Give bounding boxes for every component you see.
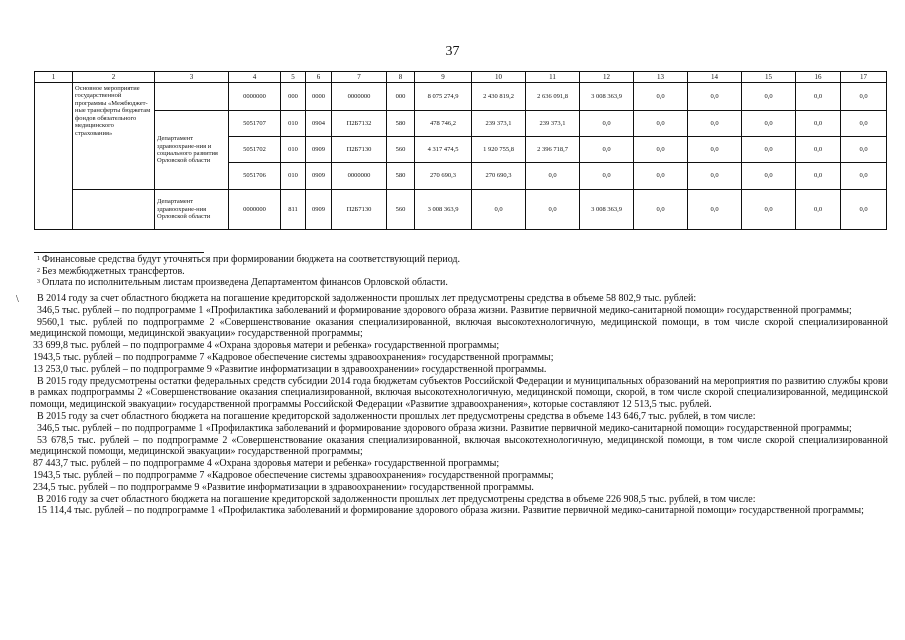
table-cell: 0,0 (634, 163, 688, 190)
footnote-text: Финансовые средства будут уточняться при формировании бюджета на соответствующий период. (42, 254, 460, 265)
table-cell: 580 (387, 163, 415, 190)
table-row (35, 190, 887, 230)
table-cell-empty (73, 190, 155, 230)
table-cell: 5051702 (229, 137, 281, 163)
paragraph: 87 443,7 тыс. рублей – по подпрограмме 4 «Охрана здоровья матери и ребенка» государственной программы; (33, 458, 500, 470)
table-cell: 0000 (306, 83, 332, 111)
column-header: 10 (472, 72, 526, 83)
table-cell: 0,0 (796, 83, 841, 111)
paragraph: 53 678,5 тыс. рублей – по подпрограмме 2 «Совершенствование оказания специализированной, включая высокотехнологичную, медицинской помощи, в том числе скорой специализированной медицинской помощи, медицинской эвакуации» государственной программы; (30, 434, 888, 458)
column-header: 2 (73, 72, 155, 83)
column-header: 17 (841, 72, 887, 83)
column-header: 3 (155, 72, 229, 83)
paragraph: 33 699,8 тыс. рублей – по подпрограмме 4 «Охрана здоровья матери и ребенка» государственной программы; (33, 340, 500, 352)
column-header: 7 (332, 72, 387, 83)
paragraph: 15 114,4 тыс. рублей – по подпрограмме 1 «Профилактика заболеваний и формирование здорового образа жизни. Развитие первичной медико-санитарной помощи» государственной программы; (37, 505, 864, 517)
body-text (30, 293, 888, 517)
paragraph: 1943,5 тыс. рублей – по подпрограмме 7 «Кадровое обеспечение системы здравоохранения» государственной программы; (33, 469, 554, 481)
column-header: 12 (580, 72, 634, 83)
table-row (35, 83, 887, 111)
table-cell: 0,0 (688, 137, 742, 163)
table-cell: 0,0 (742, 111, 796, 137)
footnote (34, 254, 886, 266)
table-cell: 5051706 (229, 163, 281, 190)
table-cell: 239 373,1 (472, 111, 526, 137)
table-cell-empty (155, 83, 229, 111)
table-cell: 811 (281, 190, 306, 230)
column-header: 13 (634, 72, 688, 83)
table-cell: 0909 (306, 137, 332, 163)
table-cell: 0,0 (796, 190, 841, 230)
table-cell: 0,0 (796, 137, 841, 163)
table-cell: 2 636 091,8 (526, 83, 580, 111)
table-cell: 0000000 (332, 83, 387, 111)
table-cell: 000 (281, 83, 306, 111)
footnote-text: Оплата по исполнительным листам произведена Департаментом финансов Орловской области. (42, 277, 448, 288)
table-cell: 0,0 (634, 83, 688, 111)
table-cell: 0,0 (580, 137, 634, 163)
paragraph: 346,5 тыс. рублей – по подпрограмме 1 «Профилактика заболеваний и формирование здорового образа жизни. Развитие первичной медико-санитарной помощи» государственной программы; (37, 304, 852, 316)
column-header: 1 (35, 72, 73, 83)
paragraph: В 2015 году предусмотрены остатки федеральных средств субсидии 2014 года бюджетам субъектов Российской Федерации и муниципальных образований на мероприятия по развитию службы крови в рамках подпрограммы 2 «Совершенствование оказания специализированной, включая высокотехнологичную, медицинской помощи, скорой, в том числе скорой специализированной, медицинской помощи, медицинской эвакуации» государственной программы Российской Федерации «Развитие здравоохранения», которые составляют 12 513,5 тыс. рублей. (30, 375, 888, 411)
table-cell: 1 920 755,8 (472, 137, 526, 163)
margin-mark: \ (16, 294, 19, 305)
table-cell: 270 690,3 (472, 163, 526, 190)
table-row (35, 111, 887, 137)
paragraph: 234,5 тыс. рублей – по подпрограмме 9 «Развитие информатизации в здравоохранении» государственной программы. (33, 481, 534, 493)
table-cell: 5051707 (229, 111, 281, 137)
table-cell: 000 (387, 83, 415, 111)
table-cell: 0000000 (229, 83, 281, 111)
table-cell: 0,0 (688, 111, 742, 137)
paragraph: 13 253,0 тыс. рублей – по подпрограмме 9 «Развитие информатизации в здравоохранении» государственной программы. (33, 363, 547, 375)
table-cell: 560 (387, 137, 415, 163)
column-header: 4 (229, 72, 281, 83)
paragraph: 1943,5 тыс. рублей – по подпрограмме 7 «Кадровое обеспечение системы здравоохранения» государственной программы; (33, 351, 554, 363)
table-cell: 0,0 (742, 137, 796, 163)
table-cell: 010 (281, 163, 306, 190)
footnote-divider (34, 252, 204, 253)
table-cell: 560 (387, 190, 415, 230)
table-header-row (35, 72, 887, 83)
footnote-text: Без межбюджетных трансфертов. (42, 265, 185, 277)
table-cell: 8 075 274,9 (415, 83, 472, 111)
program-name-cell: Основное мероприятие государственной программы «Межбюджет-ные трансферты бюджетам фондов обязательного медицинского страхования» (73, 83, 155, 190)
table-cell: 0,0 (841, 83, 887, 111)
column-header: 14 (688, 72, 742, 83)
table-cell: 2 430 819,2 (472, 83, 526, 111)
table-cell: 270 690,3 (415, 163, 472, 190)
table-cell: П2Б7130 (332, 190, 387, 230)
paragraph: В 2014 году за счет областного бюджета на погашение кредиторской задолженности прошлых лет предусмотрены средства в объеме 58 802,9 тыс. рублей: (37, 293, 697, 304)
paragraph: В 2015 году за счет областного бюджета на погашение кредиторской задолженности прошлых лет предусмотрены средства в объеме 143 646,7 тыс. рублей, в том числе: (37, 410, 756, 422)
column-header: 16 (796, 72, 841, 83)
footnotes (34, 252, 886, 289)
column-header: 11 (526, 72, 580, 83)
table-cell: 0,0 (580, 111, 634, 137)
table-cell: 4 317 474,5 (415, 137, 472, 163)
table-cell: 0,0 (742, 190, 796, 230)
table-cell: 0,0 (841, 190, 887, 230)
table-cell: П2Б7132 (332, 111, 387, 137)
column-header: 9 (415, 72, 472, 83)
table-cell: 0,0 (796, 111, 841, 137)
table-cell: 0909 (306, 190, 332, 230)
table-cell: 3 008 363,9 (580, 83, 634, 111)
table-cell: 0,0 (841, 137, 887, 163)
table-cell: П2Б7130 (332, 137, 387, 163)
column-header: 15 (742, 72, 796, 83)
table-cell: 0,0 (526, 163, 580, 190)
table-cell: 0909 (306, 163, 332, 190)
table-cell: 0,0 (634, 137, 688, 163)
footnote-mark: 2 (37, 267, 40, 274)
table-cell: 3 008 363,9 (580, 190, 634, 230)
table-cell: 0,0 (841, 163, 887, 190)
footnote-mark: 1 (37, 256, 40, 262)
table-cell: 478 746,2 (415, 111, 472, 137)
table-cell: 0,0 (742, 163, 796, 190)
table-cell: 580 (387, 111, 415, 137)
table-cell: 0,0 (688, 190, 742, 230)
table-cell: 0904 (306, 111, 332, 137)
footnote (34, 277, 886, 289)
table-cell: 3 008 363,9 (415, 190, 472, 230)
table-cell: 2 396 718,7 (526, 137, 580, 163)
table-cell: 0,0 (688, 163, 742, 190)
table-cell: 0,0 (580, 163, 634, 190)
paragraph: 9560,1 тыс. рублей по подпрограмме 2 «Совершенствование оказания специализированной, включая высокотехнологичную, медицинской помощи, в том числе скорой специализированной медицинской помощи, медицинской эвакуации» государственной программы; (30, 316, 888, 340)
paragraph: В 2016 году за счет областного бюджета на погашение кредиторской задолженности прошлых лет предусмотрены средства в объеме 226 908,5 тыс. рублей, в том числе: (37, 493, 756, 505)
table-cell: 0000000 (229, 190, 281, 230)
table-cell: 0,0 (796, 163, 841, 190)
table-cell-empty (35, 83, 73, 230)
column-header: 8 (387, 72, 415, 83)
page-number: 37 (445, 44, 460, 59)
paragraph: 346,5 тыс. рублей – по подпрограмме 1 «Профилактика заболеваний и формирование здорового образа жизни. Развитие первичной медико-санитарной помощи» государственной программы; (37, 422, 852, 434)
column-header: 5 (281, 72, 306, 83)
table-cell: 0,0 (688, 83, 742, 111)
table-cell: 010 (281, 137, 306, 163)
budget-table (34, 71, 887, 230)
department-cell: Департамент здравоохране-ния Орловской области (155, 190, 229, 230)
department-cell: Департамент здравоохране-ния и социального развития Орловской области (155, 111, 229, 190)
column-header: 6 (306, 72, 332, 83)
footnote (34, 266, 886, 278)
table-cell: 0,0 (742, 83, 796, 111)
table-cell: 239 373,1 (526, 111, 580, 137)
footnote-mark: 3 (37, 279, 40, 285)
table-cell: 0,0 (634, 111, 688, 137)
table-cell: 0,0 (472, 190, 526, 230)
table-cell: 0,0 (526, 190, 580, 230)
table-cell: 0,0 (841, 111, 887, 137)
table-cell: 0000000 (332, 163, 387, 190)
table-cell: 010 (281, 111, 306, 137)
table-cell: 0,0 (634, 190, 688, 230)
